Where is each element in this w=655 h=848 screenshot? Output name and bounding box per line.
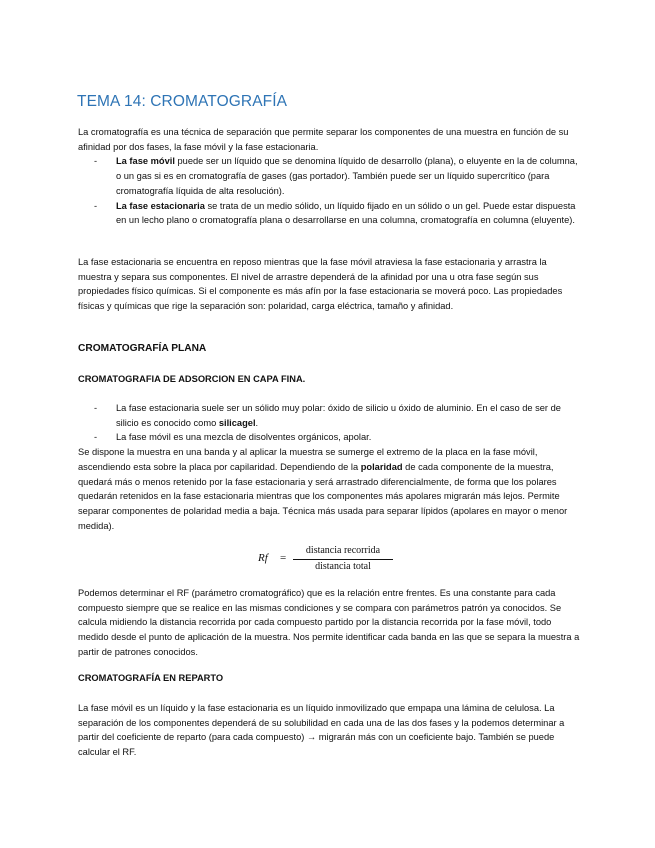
bullet-dash: - (94, 403, 98, 413)
bullet-bold-term: La fase estacionaria (116, 200, 205, 211)
formula-denominator: distancia total (315, 561, 371, 572)
paragraph-text: La fase móvil es un líquido y la fase estacionaria es un líquido inmovilizado que empapa una lámina de celulosa. La separación de los componentes dependerá de su solubilidad en cada una de las dos fases y la podemos determinar a partir del coeficiente de reparto (para cada compuesto) → migrarán más con un coeficiente bajo. También se puede calcular el RF. (78, 703, 565, 758)
bullet-text: La fase estacionaria suele ser un sólido muy polar: óxido de silicio u óxido de aluminio. En el caso de ser de silicio es conocido como (116, 403, 561, 428)
bullet-fase-movil-apolar (78, 430, 580, 445)
paragraph-5 (78, 701, 580, 760)
bullet-dash: - (94, 200, 98, 211)
formula-equals: = (280, 552, 287, 564)
paragraph-4 (78, 586, 580, 660)
intro-paragraph: La cromatografía es una técnica de separación que permite separar los componentes de una muestra en función de su afinidad por dos fases, la fase móvil y la fase estacionaria. (78, 127, 569, 152)
bullet-bold-term: La fase móvil (116, 156, 175, 167)
document-title: TEMA 14: CROMATOGRAFÍA (77, 93, 288, 110)
paragraph-3 (78, 445, 580, 533)
bullet-text: se trata de un medio sólido, un líquido fijado en un sólido o un gel. Puede estar dispuesta en un lecho plano o cromatografía plana o desarrollarse en una columna, cromatografía en columna (eluyente). (116, 200, 576, 226)
bullet-text-end: . (255, 417, 259, 428)
intro-bullet-list (78, 154, 580, 228)
heading-reparto: CROMATOGRAFÍA EN REPARTO (78, 673, 224, 683)
bullet-text: La fase móvil es una mezcla de disolventes orgánicos, apolar. (116, 432, 372, 443)
bullet-fase-estacionaria-silice (78, 401, 580, 430)
rf-formula (258, 545, 458, 575)
paragraph-text: Se dispone la muestra en una banda y al aplicar la muestra se sumerge el extremo de la placa en la fase móvil, ascendiendo esta sobre la placa por capilaridad. Dependiendo de la (78, 447, 538, 472)
bullet-dash: - (94, 156, 98, 167)
formula-numerator: distancia recorrida (305, 545, 381, 556)
formula-lhs: Rf (258, 552, 268, 564)
paragraph-text: Podemos determinar el RF (parámetro cromatográfico) que es la relación entre frentes. Es una constante para cada compuesto siempre que se realice en las mismas condiciones y se compara con parámetros patrón ya conocidos. Se calcula midiendo la distancia recorrida por cada compuesto partido por la distancia recorrida por la fase móvil, todo medido desde el punto de aplicación de la muestra. Nos permite identificar cada banda en las que se separa la muestra a partir de patrones conocidos. (78, 588, 580, 657)
paragraph-text: La fase estacionaria se encuentra en reposo mientras que la fase móvil atraviesa la fase estacionaria y arrastra la muestra y separa sus componentes. El nivel de arrastre dependerá de la afinidad por una u otra fase según sus propiedades físico químicas. Si el componente es más afín por la fase estacionaria se moverá poco. Las propiedades físicas y químicas que rige la separación son: polaridad, carga eléctrica, tamaño y afinidad. (78, 257, 563, 312)
heading-cromatografia-plana: CROMATOGRAFÍA PLANA (78, 343, 207, 354)
paragraph-2 (78, 255, 580, 314)
paragraph-text-end: de cada componente de la muestra, quedará más o menos retenido por la fase estacionaria y será arrastrado diferencialmente, de forma que los polares quedarán retenidos en la fase estacionaria mientras que los componentes más apolares migrarán más lejos. Permite separar componentes de polaridad media a baja. Técnica más usada para separar lípidos (apolares en mayor o menor medida). (78, 461, 568, 531)
adsorcion-bullet-list (78, 401, 580, 445)
bold-term-polaridad: polaridad (360, 461, 403, 472)
intro-section (78, 125, 580, 228)
heading-adsorcion: CROMATOGRAFIA DE ADSORCION EN CAPA FINA. (78, 374, 306, 384)
adsorcion-section (78, 401, 580, 533)
bullet-bold-term: silicagel (218, 417, 256, 428)
bullet-fase-estacionaria (78, 199, 580, 228)
bullet-dash: - (94, 432, 98, 443)
bullet-fase-movil (78, 154, 580, 198)
bullet-text: puede ser un líquido que se denomina líquido de desarrollo (plana), o eluyente en la de columna, o un gas si es en cromatografía de gases (gas portador). También puede ser un líquido supercrítico (para cromatografía líquida de alta resolución). (116, 156, 578, 196)
